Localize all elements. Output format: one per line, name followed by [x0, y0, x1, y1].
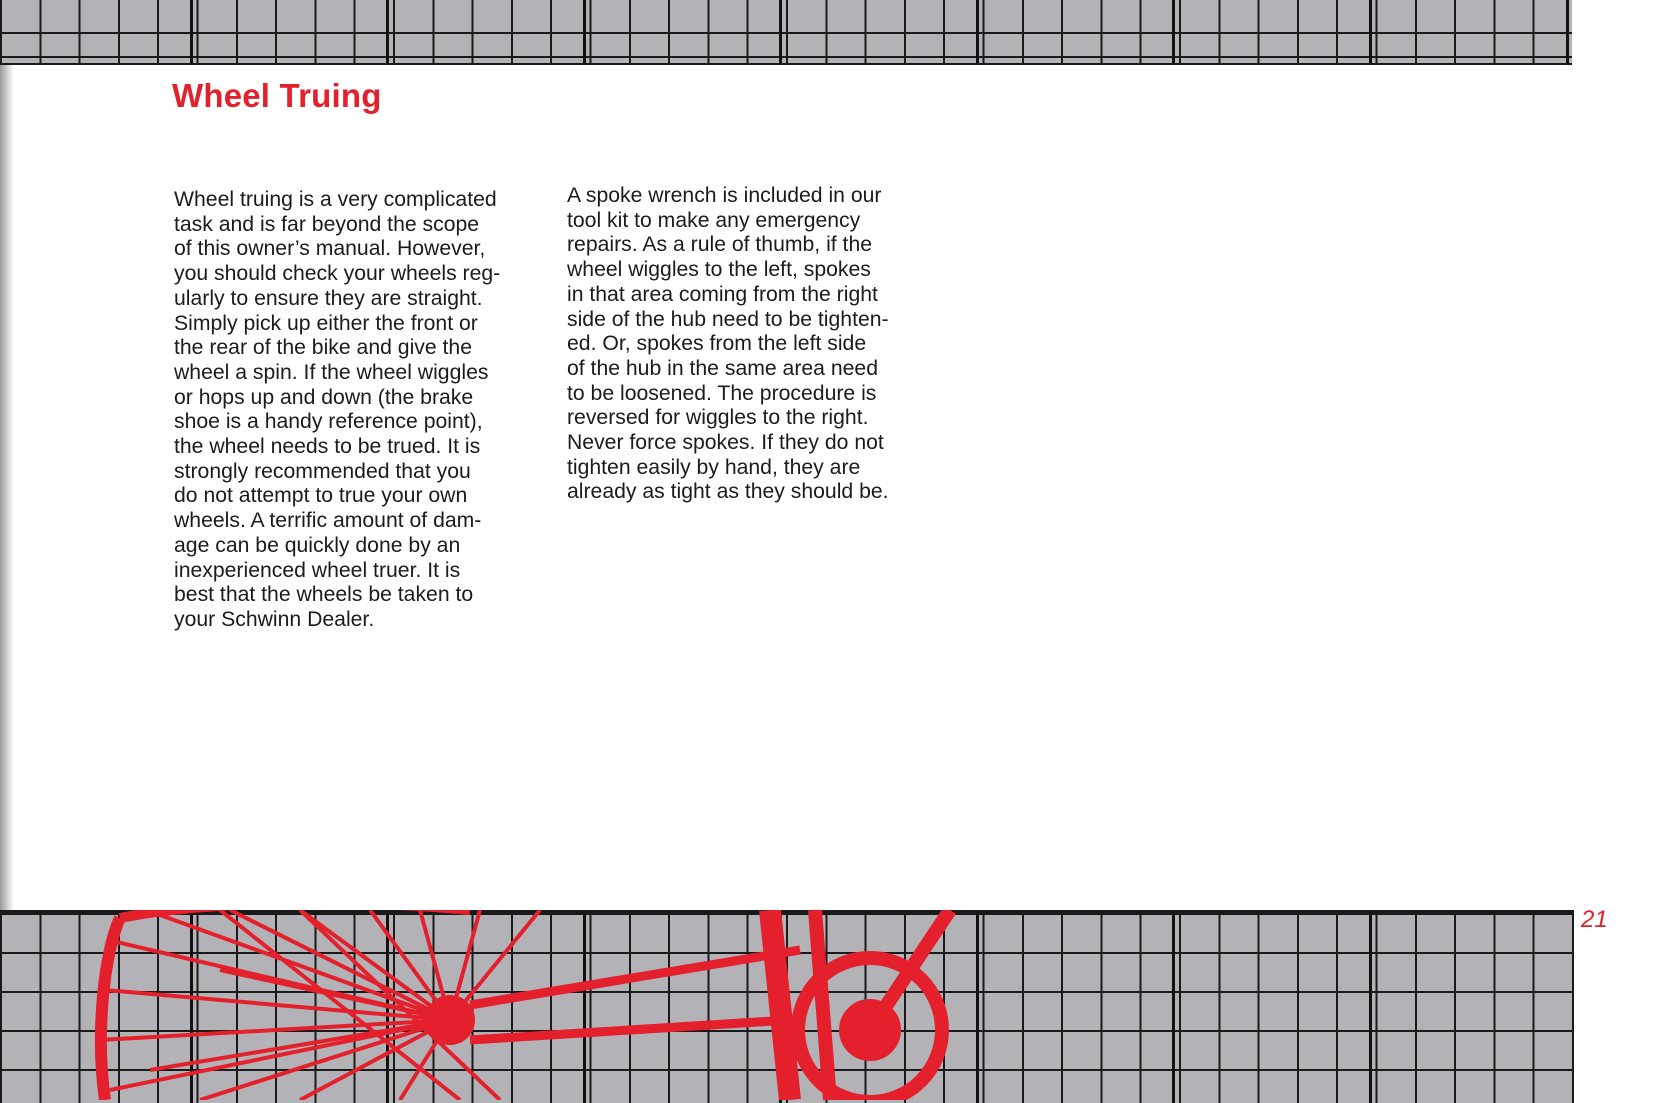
page-title: Wheel Truing [172, 77, 382, 114]
top-grid-band [0, 0, 1572, 65]
bicycle-wheel-illustration [0, 910, 1000, 1100]
body-column-left: Wheel truing is a very complicated task and is far beyond the scope of this owner’s manual. However, you should check your wheels reg- ularly to ensure they are straight. Simply pick up either the front or the rear of the bike and give the wheel a spin. If the wheel wiggles or hops up and down (the brake shoe is a handy reference point), the wheel needs to be trued. It is strongly recommended that you do not attempt to true your own wheels. A terrific amount of dam- age can be quickly done by an inexperienced wheel truer. It is best that the wheels be taken to your Schwinn Dealer. [174, 188, 501, 631]
body-column-right: A spoke wrench is included in our tool kit to make any emergency repairs. As a rule of thumb, if the wheel wiggles to the left, spokes in that area coming from the right side of the hub need to be tighten- ed. Or, spokes from the left side of the hub in the same area need to be loosened. The procedure is reversed for wiggles to the right. Never force spokes. If they do not tighten easily by hand, they are already as tight as they should be. [567, 184, 889, 504]
page-number: 21 [1581, 906, 1608, 933]
